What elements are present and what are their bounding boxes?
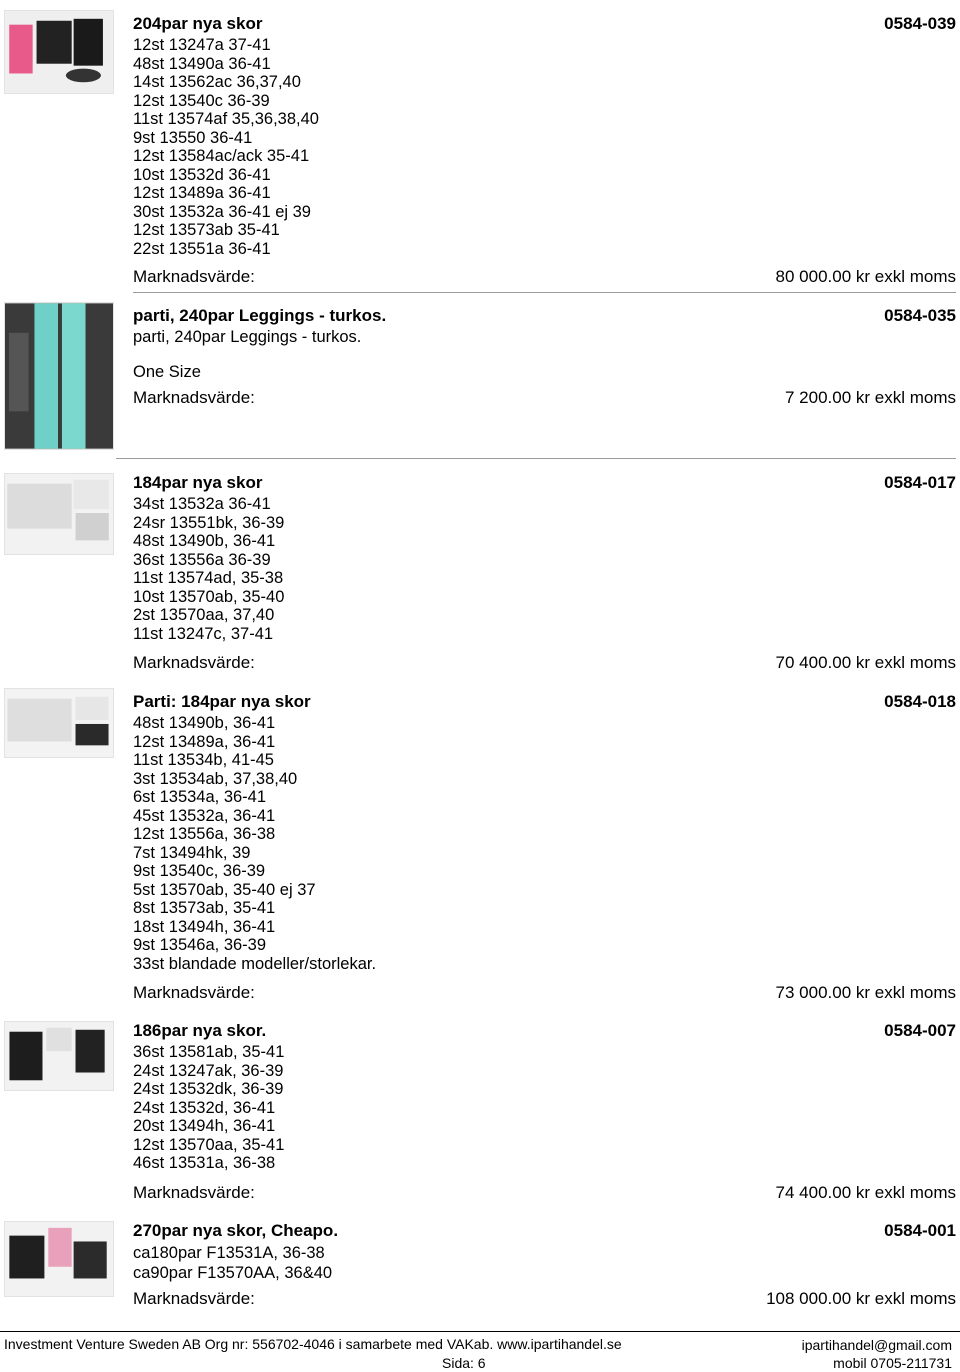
market-value-label: Marknadsvärde:	[133, 267, 255, 286]
market-value-label: Marknadsvärde:	[133, 983, 255, 1002]
item-code: 0584-035	[884, 306, 956, 325]
item-line: 12st 13540c 36-39	[133, 91, 270, 110]
item-line: 12st 13247a 37-41	[133, 36, 271, 54]
item-line: 12st 13570aa, 35-41	[133, 1135, 285, 1154]
blank-line	[133, 347, 956, 363]
product-photo-black-shoes	[4, 10, 114, 94]
market-value-label: Marknadsvärde:	[133, 653, 255, 672]
item-line: 18st 13494h, 36-41	[133, 917, 276, 936]
item-line: ca180par F13531A, 36-38	[133, 1244, 325, 1262]
item-line: 48st 13490b, 36-41	[133, 714, 276, 732]
item-line: 11st 13247c, 37-41	[133, 624, 274, 643]
item-price: 7 200.00 kr exkl moms	[784, 388, 956, 407]
item-title: 270par nya skor, Cheapo.	[133, 1221, 339, 1240]
item-price: 108 000.00 kr exkl moms	[766, 1289, 956, 1308]
item-line: 5st 13570ab, 35-40 ej 37	[133, 880, 316, 899]
item-lines	[133, 714, 956, 973]
product-photo-black-boots	[4, 1021, 114, 1091]
item-lines	[133, 1043, 956, 1173]
footer-company: Investment Venture Sweden AB Org nr: 556702-4046 i samarbete med VAKab. www.ipartihandel.se	[4, 1336, 622, 1352]
item-title: parti, 240par Leggings - turkos.	[133, 306, 387, 325]
item-lines	[133, 1243, 956, 1283]
item-line: 12st 13556a, 36-38	[133, 825, 276, 843]
product-photo-cheapo-shoes	[4, 1221, 114, 1297]
footer-email[interactable]: ipartihandel@gmail.com	[801, 1337, 952, 1353]
item-line: 7st 13494hk, 39	[133, 843, 251, 862]
item-lines	[133, 36, 956, 258]
product-photo-white-canvas-shoes	[4, 688, 114, 758]
item-line: 36st 13581ab, 35-41	[133, 1043, 285, 1061]
item-line: 3st 13534ab, 37,38,40	[133, 769, 298, 788]
item-line: 48st 13490b, 36-41	[133, 532, 276, 550]
product-photo-leggings	[4, 302, 114, 450]
item-line: 9st 13540c, 36-39	[133, 862, 266, 880]
item-line: 36st 13556a 36-39	[133, 550, 271, 569]
item-line: 30st 13532a 36-41 ej 39	[133, 202, 311, 221]
page-number: Sida: 6	[442, 1355, 486, 1371]
item-title: 204par nya skor	[133, 14, 263, 33]
item-line: 11st 13574ad, 35-38	[133, 569, 284, 587]
market-value-label: Marknadsvärde:	[133, 1182, 255, 1202]
footer-contact	[802, 1336, 952, 1372]
item-line: 12st 13489a 36-41	[133, 184, 271, 202]
market-value-label: Marknadsvärde:	[133, 1289, 255, 1308]
footer-divider	[0, 1331, 960, 1332]
item-code: 0584-001	[884, 1221, 956, 1240]
item-price: 70 400.00 kr exkl moms	[775, 653, 956, 672]
market-value-label: Marknadsvärde:	[133, 388, 255, 407]
item-line: 46st 13531a, 36-38	[133, 1154, 276, 1172]
item-title: Parti: 184par nya skor	[133, 692, 311, 711]
item-code: 0584-017	[884, 473, 956, 492]
item-line: 12st 13584ac/ack 35-41	[133, 147, 310, 165]
item-line: 24sr 13551bk, 36-39	[133, 513, 285, 532]
item-line: 20st 13494h, 36-41	[133, 1117, 276, 1135]
item-line: 9st 13550 36-41	[133, 128, 253, 147]
item-lines	[133, 328, 956, 381]
item-code: 0584-039	[884, 14, 956, 33]
item-line: parti, 240par Leggings - turkos.	[133, 328, 362, 346]
product-photo-white-shoes	[4, 473, 114, 555]
item-line: 45st 13532a, 36-41	[133, 806, 276, 825]
item-code: 0584-007	[884, 1021, 956, 1040]
item-line: ca90par F13570AA, 36&40	[133, 1264, 333, 1282]
item-price: 73 000.00 kr exkl moms	[775, 983, 956, 1002]
item-code: 0584-018	[884, 692, 956, 711]
item-line: 22st 13551a 36-41	[133, 239, 271, 258]
item-line: 12st 13489a, 36-41	[133, 732, 276, 751]
item-line: 10st 13532d 36-41	[133, 165, 271, 184]
item-line: 12st 13573ab 35-41	[133, 221, 280, 239]
item-title: 186par nya skor.	[133, 1021, 267, 1040]
item-line: 10st 13570ab, 35-40	[133, 587, 285, 606]
item-line: 33st blandade modeller/storlekar.	[133, 954, 377, 973]
item-line: 11st 13534b, 41-45	[133, 751, 274, 769]
item-lines	[133, 495, 956, 643]
item-price: 80 000.00 kr exkl moms	[775, 267, 956, 286]
item-line: 8st 13573ab, 35-41	[133, 899, 276, 917]
item-line: 9st 13546a, 36-39	[133, 936, 267, 954]
divider	[116, 458, 956, 459]
item-line: 2st 13570aa, 37,40	[133, 606, 275, 624]
divider	[133, 292, 956, 293]
item-line: 24st 13247ak, 36-39	[133, 1061, 284, 1080]
item-line: 48st 13490a 36-41	[133, 54, 271, 73]
item-line: One Size	[133, 362, 201, 381]
footer-phone: mobil 0705-211731	[833, 1355, 952, 1371]
item-line: 24st 13532dk, 36-39	[133, 1080, 284, 1098]
item-line: 6st 13534a, 36-41	[133, 788, 267, 806]
item-line: 11st 13574af 35,36,38,40	[133, 110, 319, 128]
item-line: 14st 13562ac 36,37,40	[133, 73, 301, 91]
item-price: 74 400.00 kr exkl moms	[775, 1182, 956, 1202]
item-title: 184par nya skor	[133, 473, 263, 492]
item-line: 24st 13532d, 36-41	[133, 1098, 276, 1117]
item-line: 34st 13532a 36-41	[133, 495, 271, 513]
